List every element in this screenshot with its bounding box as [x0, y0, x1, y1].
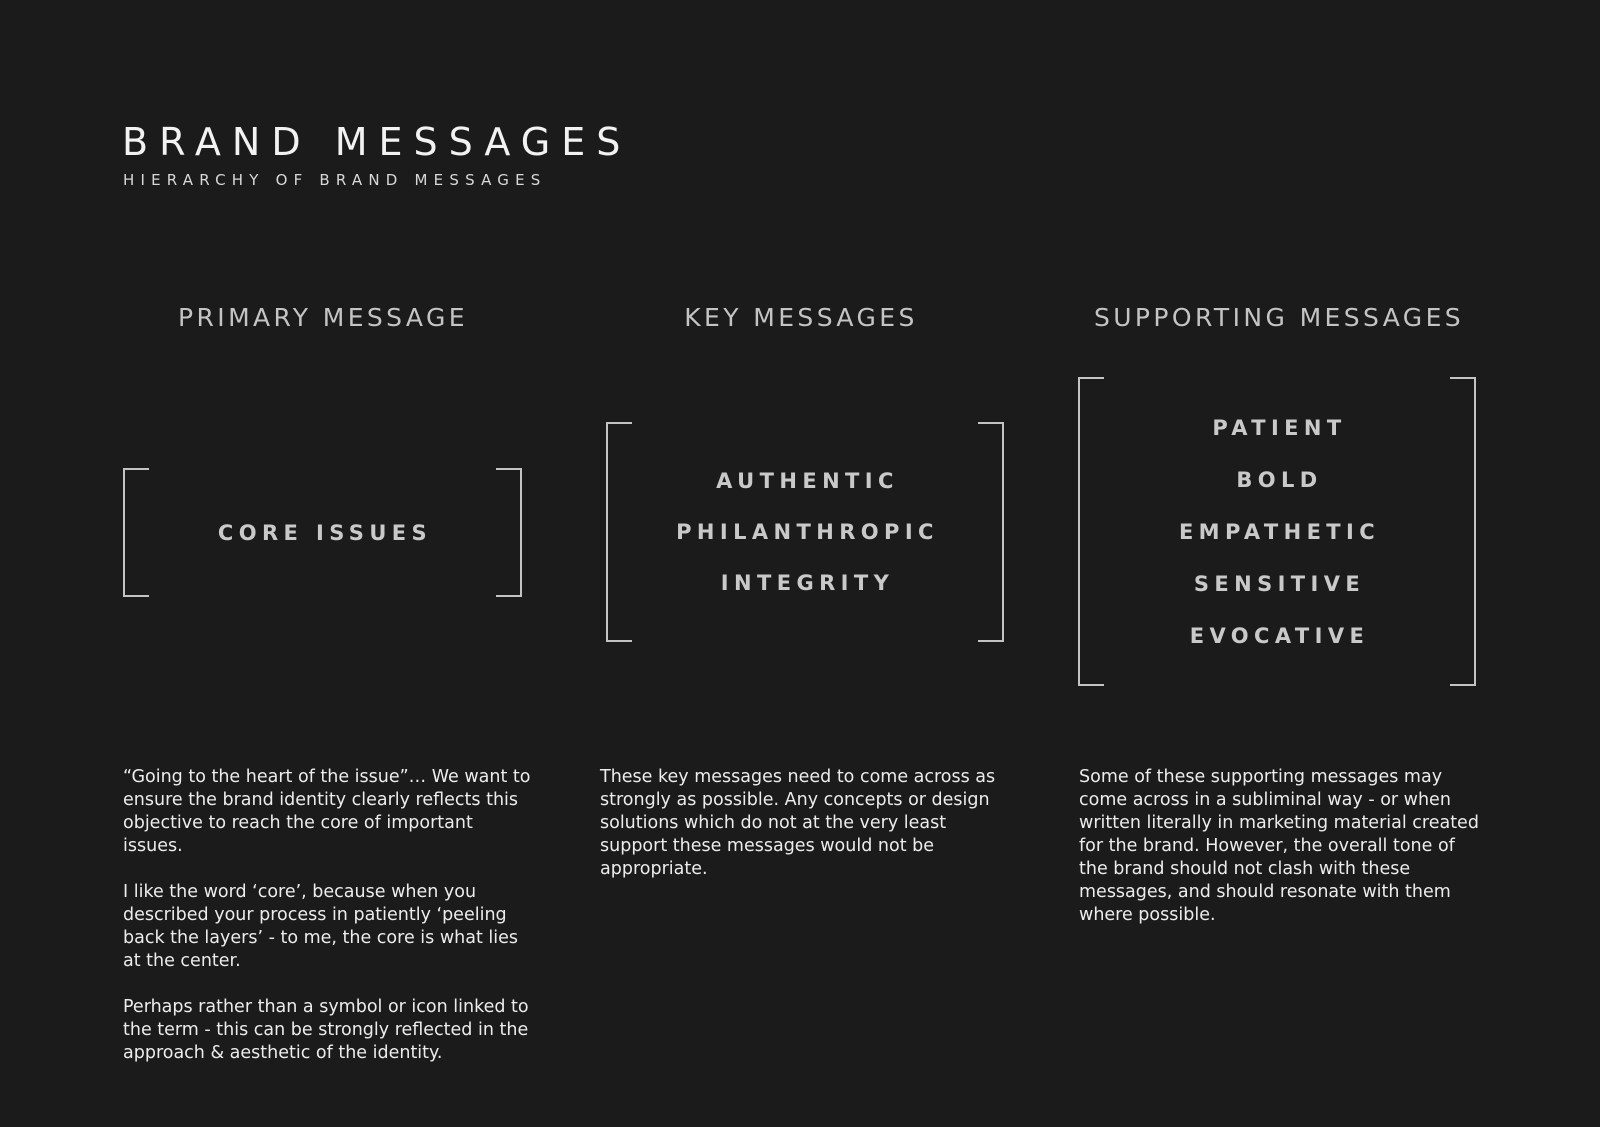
paragraph: I like the word ‘core’, because when you described your process in patiently ‘peeling back the layers’ - to me, the core is what lies at the center.: [123, 882, 518, 971]
primary-message-words: [123, 468, 522, 597]
message-word: PATIENT: [1212, 415, 1347, 440]
supporting-messages-bracket: [1078, 377, 1476, 686]
message-word: INTEGRITY: [720, 571, 895, 595]
primary-message-description: [123, 766, 533, 1088]
paragraph: “Going to the heart of the issue”… We want to ensure the brand identity clearly reflects this objective to reach the core of important issues.: [123, 767, 531, 856]
message-word: SENSITIVE: [1193, 571, 1366, 596]
key-messages-heading: KEY MESSAGES: [684, 303, 918, 332]
page-subtitle: HIERARCHY OF BRAND MESSAGES: [123, 171, 547, 189]
paragraph: Perhaps rather than a symbol or icon linked to the term - this can be strongly reflected in the approach & aesthetic of the identity.: [123, 997, 529, 1063]
page-title: BRAND MESSAGES: [122, 120, 632, 164]
primary-message-heading: PRIMARY MESSAGE: [178, 303, 468, 332]
message-word: EVOCATIVE: [1189, 623, 1370, 648]
supporting-messages-heading: SUPPORTING MESSAGES: [1093, 303, 1465, 332]
paragraph: These key messages need to come across as strongly as possible. Any concepts or design solutions which do not at the very least support these messages would not be appropriate.: [600, 767, 996, 879]
primary-message-bracket: [123, 468, 522, 597]
message-word: PHILANTHROPIC: [676, 520, 939, 544]
message-word: CORE ISSUES: [217, 520, 433, 545]
paragraph: Some of these supporting messages may come across in a subliminal way - or when written literally in marketing material created for the brand. However, the overall tone of the brand should not clash with these messages, and should resonate with them where possible.: [1079, 767, 1479, 925]
supporting-messages-words: [1078, 377, 1476, 686]
supporting-messages-description: [1079, 766, 1489, 950]
message-word: AUTHENTIC: [716, 469, 899, 493]
key-messages-words: [606, 422, 1004, 642]
message-word: EMPATHETIC: [1178, 519, 1381, 544]
message-word: BOLD: [1236, 467, 1323, 492]
key-messages-bracket: [606, 422, 1004, 642]
key-messages-description: [600, 766, 1010, 904]
